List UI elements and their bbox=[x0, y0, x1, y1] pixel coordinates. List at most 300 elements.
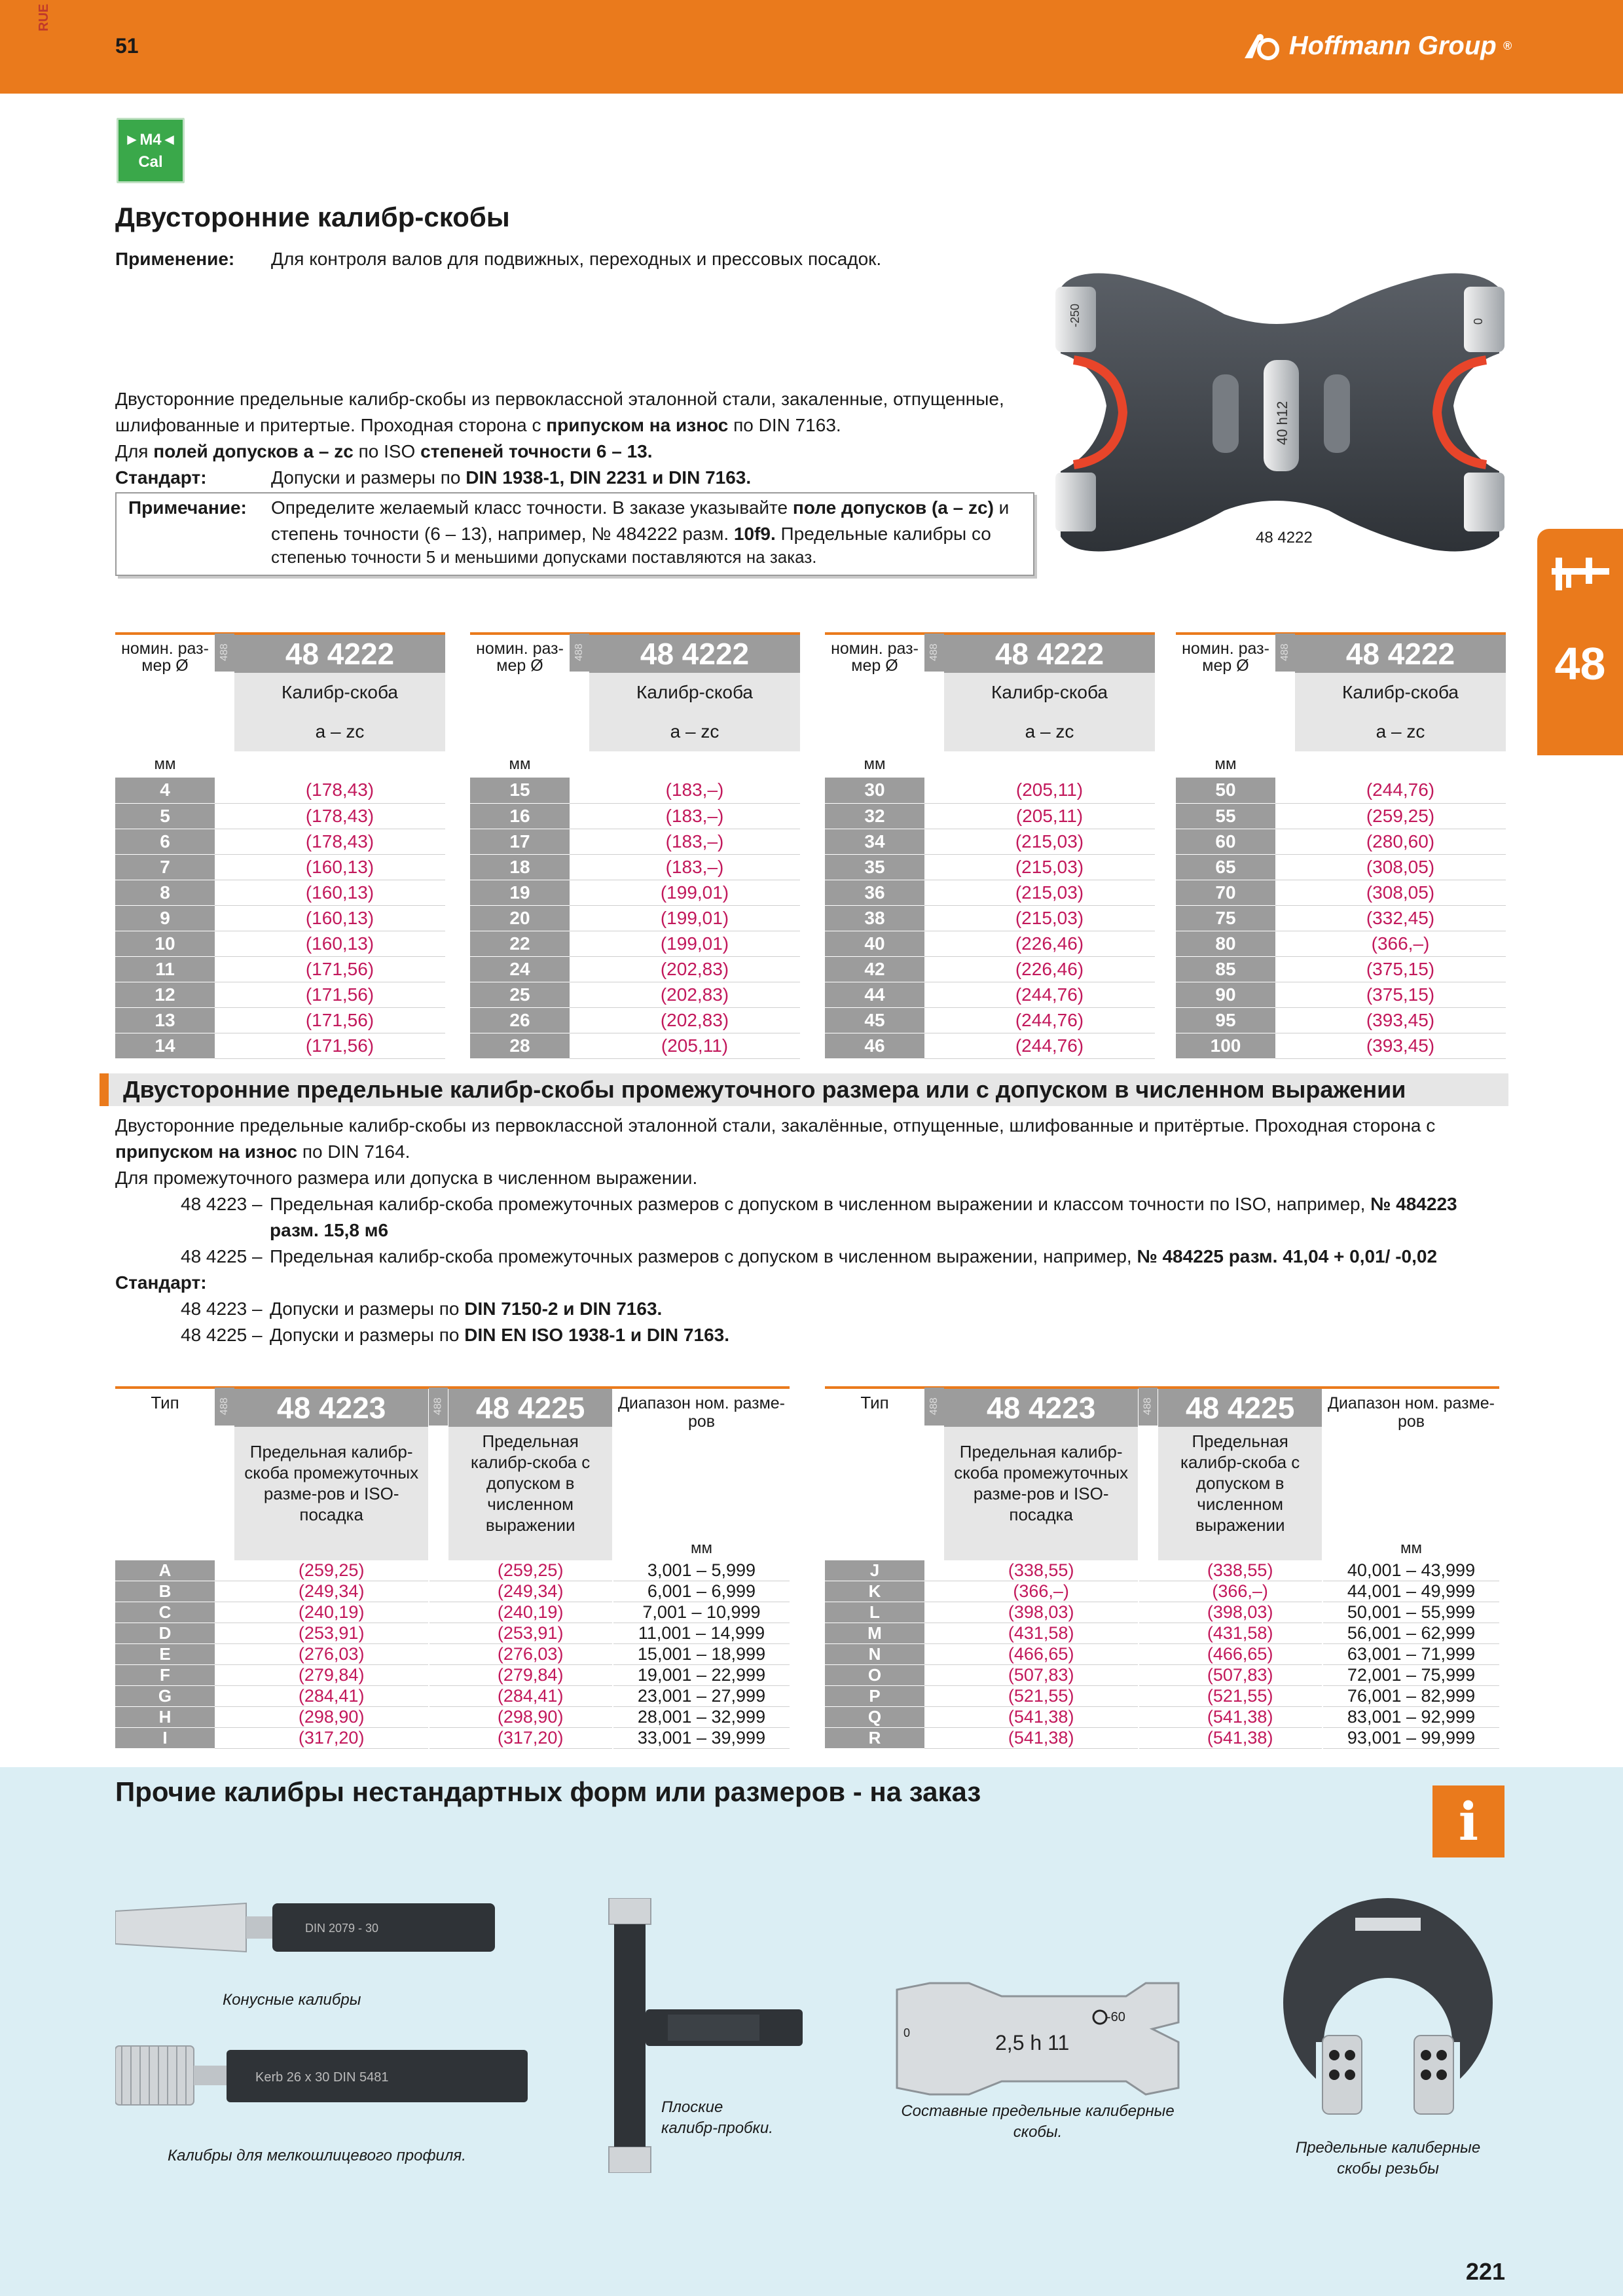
article-code: 48 4222 bbox=[234, 634, 445, 673]
price-1: (431,58) bbox=[944, 1623, 1139, 1644]
table-row bbox=[1176, 905, 1506, 931]
application-line bbox=[115, 246, 882, 272]
price-2: (338,55) bbox=[1158, 1560, 1322, 1581]
s2-item2-text-a: Предельная калибр-скоба промежуточных размеров с допуском в численном выражении, например, bbox=[270, 1246, 1137, 1266]
nominal-size: 35 bbox=[825, 854, 924, 880]
desc-line2 bbox=[115, 412, 1045, 439]
table-row bbox=[115, 803, 445, 829]
nominal-size: 28 bbox=[470, 1033, 570, 1058]
s2-std2 bbox=[115, 1322, 1516, 1348]
table-row bbox=[825, 1644, 1499, 1665]
caption-composite-line1: Составные предельные калиберные bbox=[901, 2102, 1175, 2120]
desc-line3-d: степеней точности 6 – 13. bbox=[420, 441, 653, 461]
application-text: Для контроля валов для подвижных, переходных и прессовых посадок. bbox=[271, 249, 882, 269]
table-row bbox=[115, 1707, 790, 1728]
nominal-size: 100 bbox=[1176, 1033, 1275, 1058]
s2-desc-line1: Двусторонние предельные калибр-скобы из первоклассной эталонной стали, закалённые, отпущенные, шлифованные и притёртые. Проходная сторона с bbox=[115, 1115, 1436, 1136]
table-row bbox=[825, 880, 1155, 905]
article-code-1: 48 4223 bbox=[234, 1388, 429, 1427]
composite-zero: 0 bbox=[903, 2026, 911, 2039]
table-row bbox=[825, 1581, 1499, 1602]
thread-snap-gauge-image bbox=[1277, 1892, 1499, 2127]
price: (202,83) bbox=[589, 956, 800, 982]
size-range: 40,001 – 43,999 bbox=[1322, 1560, 1499, 1581]
table-row bbox=[115, 1033, 445, 1058]
table-row bbox=[1176, 829, 1506, 854]
price-1: (240,19) bbox=[234, 1602, 429, 1623]
nom-size-header: номин. раз-мер Ø bbox=[470, 634, 570, 751]
type-letter: E bbox=[115, 1644, 215, 1665]
table-row bbox=[470, 854, 800, 880]
table-row bbox=[825, 931, 1155, 956]
standard-label: Стандарт: bbox=[115, 467, 207, 488]
desc-2: Предельная калибр-скоба с допуском в численном выражении bbox=[448, 1427, 613, 1539]
standard-text-a: Допуски и размеры по bbox=[271, 467, 466, 488]
type-letter: D bbox=[115, 1623, 215, 1644]
chapter-number: 48 bbox=[1554, 638, 1606, 689]
price-2: (521,55) bbox=[1158, 1686, 1322, 1707]
size-range: 56,001 – 62,999 bbox=[1322, 1623, 1499, 1644]
price-1: (259,25) bbox=[234, 1560, 429, 1581]
price-2: (466,65) bbox=[1158, 1644, 1322, 1665]
nominal-size: 75 bbox=[1176, 905, 1275, 931]
page-number: 221 bbox=[1465, 2258, 1505, 2285]
note-line2-b: 10f9. bbox=[733, 524, 776, 544]
price: (171,56) bbox=[234, 1007, 445, 1033]
badge-line2: Cal bbox=[138, 153, 163, 171]
table-row bbox=[1176, 956, 1506, 982]
size-range: 15,001 – 18,999 bbox=[613, 1644, 790, 1665]
table-row bbox=[470, 778, 800, 803]
nom-size-header: номин. раз-мер Ø bbox=[825, 634, 924, 751]
nominal-size: 42 bbox=[825, 956, 924, 982]
s2-desc-line2-a: припуском на износ bbox=[115, 1141, 298, 1162]
table-row bbox=[825, 829, 1155, 854]
desc-1: Предельная калибр-скоба промежуточных разме-ров и ISO-посадка bbox=[234, 1427, 429, 1539]
price: (366,–) bbox=[1295, 931, 1506, 956]
tolerance-range: a – zc bbox=[589, 712, 800, 751]
price: (171,56) bbox=[234, 956, 445, 982]
caption-thread bbox=[1283, 2138, 1493, 2179]
table-row bbox=[825, 803, 1155, 829]
table-row bbox=[470, 905, 800, 931]
price-2: (431,58) bbox=[1158, 1623, 1322, 1644]
price: (393,45) bbox=[1295, 1007, 1506, 1033]
size-range: 44,001 – 49,999 bbox=[1322, 1581, 1499, 1602]
table-row bbox=[825, 778, 1155, 803]
price: (226,46) bbox=[944, 956, 1155, 982]
price: (178,43) bbox=[234, 778, 445, 803]
size-range: 6,001 – 6,999 bbox=[613, 1581, 790, 1602]
type-letter: B bbox=[115, 1581, 215, 1602]
size-range: 63,001 – 71,999 bbox=[1322, 1644, 1499, 1665]
s2-standard-label: Стандарт: bbox=[115, 1272, 207, 1293]
table-row bbox=[1176, 880, 1506, 905]
unit-label: мм bbox=[509, 755, 531, 773]
size-table-1 bbox=[115, 632, 445, 1059]
price: (215,03) bbox=[944, 880, 1155, 905]
price-1: (276,03) bbox=[234, 1644, 429, 1665]
table-row bbox=[115, 1560, 790, 1581]
price: (178,43) bbox=[234, 829, 445, 854]
code-prefix: 488 bbox=[215, 634, 234, 673]
note-line1-a: Определите желаемый класс точности. В заказе указывайте bbox=[271, 497, 793, 518]
product-name: Калибр-скоба bbox=[944, 673, 1155, 712]
section2-title: Двусторонние предельные калибр-скобы промежуточного размера или с допуском в численном выражении bbox=[123, 1076, 1406, 1103]
nominal-size: 70 bbox=[1176, 880, 1275, 905]
s2-std2-code: 48 4225 – bbox=[181, 1325, 263, 1345]
table-row bbox=[470, 1033, 800, 1058]
note-line2-c: Предельные калибры со bbox=[775, 524, 991, 544]
code-prefix: 488 bbox=[215, 1388, 234, 1427]
desc-1: Предельная калибр-скоба промежуточных разме-ров и ISO-посадка bbox=[944, 1427, 1139, 1539]
nominal-size: 9 bbox=[115, 905, 215, 931]
s2-item1-text-b: № 484223 bbox=[1370, 1194, 1457, 1214]
photo-mark-left: -250 bbox=[1068, 303, 1082, 327]
article-code: 48 4222 bbox=[589, 634, 800, 673]
section-title: Двусторонние калибр-скобы bbox=[115, 202, 510, 232]
brand-registered-mark: ® bbox=[1503, 39, 1512, 52]
s2-item2-code: 48 4225 – bbox=[181, 1246, 263, 1266]
price: (280,60) bbox=[1295, 829, 1506, 854]
standard-line bbox=[115, 465, 1045, 491]
price-2: (541,38) bbox=[1158, 1707, 1322, 1728]
price-1: (279,84) bbox=[234, 1665, 429, 1686]
table-row bbox=[825, 1007, 1155, 1033]
price-2: (276,03) bbox=[448, 1644, 613, 1665]
double-snap-gauge-image bbox=[1048, 262, 1506, 563]
desc-line3-a: Для bbox=[115, 441, 154, 461]
table-row bbox=[115, 829, 445, 854]
price: (183,–) bbox=[589, 778, 800, 803]
code-prefix: 488 bbox=[429, 1388, 448, 1427]
nominal-size: 34 bbox=[825, 829, 924, 854]
article-code: 48 4222 bbox=[944, 634, 1155, 673]
size-range: 72,001 – 75,999 bbox=[1322, 1665, 1499, 1686]
composite-minus: -60 bbox=[1106, 2010, 1125, 2024]
table-row bbox=[470, 982, 800, 1007]
range-header: Диапазон ном. разме-ров bbox=[618, 1394, 785, 1431]
standard-text bbox=[271, 465, 751, 491]
article-code: 48 4222 bbox=[1295, 634, 1506, 673]
size-table-2 bbox=[470, 632, 800, 1059]
cone-gauge-image bbox=[115, 1898, 501, 1957]
desc-line2-b: припуском на износ bbox=[546, 415, 729, 435]
price: (215,03) bbox=[944, 854, 1155, 880]
chapter-tab bbox=[1537, 529, 1623, 755]
photo-mark-center: 40 h12 bbox=[1274, 401, 1290, 445]
composite-snap-gauge-image bbox=[890, 1977, 1185, 2101]
nominal-size: 55 bbox=[1176, 803, 1275, 829]
nominal-size: 85 bbox=[1176, 956, 1275, 982]
price-1: (253,91) bbox=[234, 1623, 429, 1644]
table-row bbox=[115, 1623, 790, 1644]
table-row bbox=[115, 1602, 790, 1623]
spline-gauge-image bbox=[115, 2039, 534, 2111]
nominal-size: 95 bbox=[1176, 1007, 1275, 1033]
catalog-page-number: 51 bbox=[115, 34, 139, 58]
price: (199,01) bbox=[589, 931, 800, 956]
price-2: (259,25) bbox=[448, 1560, 613, 1581]
note-line2-a: степень точности (6 – 13), например, № 484222 разм. bbox=[271, 524, 734, 544]
size-table-3 bbox=[825, 632, 1155, 1059]
spline-gauge-mark: Kerb 26 x 30 DIN 5481 bbox=[255, 2070, 389, 2085]
s2-desc-line2-b: по DIN 7164. bbox=[297, 1141, 410, 1162]
s2-item1-code: 48 4223 – bbox=[181, 1194, 263, 1214]
nominal-size: 8 bbox=[115, 880, 215, 905]
price: (205,11) bbox=[944, 778, 1155, 803]
price: (259,25) bbox=[1295, 803, 1506, 829]
price-2: (240,19) bbox=[448, 1602, 613, 1623]
caption-cone: Конусные калибры bbox=[223, 1991, 361, 2009]
price: (202,83) bbox=[589, 982, 800, 1007]
price: (244,76) bbox=[1295, 778, 1506, 803]
type-header: Тип bbox=[860, 1393, 889, 1412]
table-row bbox=[825, 1623, 1499, 1644]
price: (183,–) bbox=[589, 829, 800, 854]
price: (244,76) bbox=[944, 1033, 1155, 1058]
table-row bbox=[825, 1728, 1499, 1749]
info-title: Прочие калибры нестандартных форм или размеров - на заказ bbox=[115, 1776, 981, 1807]
table-row bbox=[115, 1665, 790, 1686]
note-line2 bbox=[128, 521, 1032, 547]
price: (205,11) bbox=[944, 803, 1155, 829]
s2-std1-text-a: Допуски и размеры по bbox=[270, 1299, 465, 1319]
tolerance-range: a – zc bbox=[234, 712, 445, 751]
unit-label: мм bbox=[1214, 755, 1237, 773]
price: (332,45) bbox=[1295, 905, 1506, 931]
nom-size-header: номин. раз-мер Ø bbox=[1176, 634, 1275, 751]
table-row bbox=[470, 880, 800, 905]
s2-item2-text-b: № 484225 разм. 41,04 + 0,01/ -0,02 bbox=[1137, 1246, 1438, 1266]
table-row bbox=[825, 1665, 1499, 1686]
price-2: (253,91) bbox=[448, 1623, 613, 1644]
caption-thread-line1: Предельные калиберные bbox=[1295, 2139, 1481, 2157]
type-letter: K bbox=[825, 1581, 924, 1602]
table-row bbox=[115, 1581, 790, 1602]
size-range: 93,001 – 99,999 bbox=[1322, 1728, 1499, 1749]
table-row bbox=[825, 956, 1155, 982]
table-row bbox=[1176, 931, 1506, 956]
unit-label: мм bbox=[154, 755, 176, 773]
type-letter: R bbox=[825, 1728, 924, 1749]
nominal-size: 14 bbox=[115, 1033, 215, 1058]
nominal-size: 30 bbox=[825, 778, 924, 803]
size-range: 11,001 – 14,999 bbox=[613, 1623, 790, 1644]
type-table-1 bbox=[115, 1386, 790, 1749]
price: (183,–) bbox=[589, 803, 800, 829]
price-2: (317,20) bbox=[448, 1728, 613, 1749]
product-name: Калибр-скоба bbox=[589, 673, 800, 712]
table-row bbox=[825, 1686, 1499, 1707]
nominal-size: 45 bbox=[825, 1007, 924, 1033]
nominal-size: 17 bbox=[470, 829, 570, 854]
section2-accent bbox=[100, 1073, 109, 1106]
caption-composite-line2: скобы. bbox=[1013, 2123, 1063, 2141]
nominal-size: 40 bbox=[825, 931, 924, 956]
nominal-size: 36 bbox=[825, 880, 924, 905]
table-row bbox=[825, 854, 1155, 880]
unit-label: мм bbox=[864, 755, 886, 773]
nominal-size: 20 bbox=[470, 905, 570, 931]
note-line1 bbox=[128, 495, 1032, 521]
nominal-size: 5 bbox=[115, 803, 215, 829]
note-line3: степенью точности 5 и меньшими допусками поставляются на заказ. bbox=[271, 547, 817, 567]
range-header: Диапазон ном. разме-ров bbox=[1328, 1394, 1495, 1431]
product-name: Калибр-скоба bbox=[234, 673, 445, 712]
price: (205,11) bbox=[589, 1033, 800, 1058]
desc-2: Предельная калибр-скоба с допуском в численном выражении bbox=[1158, 1427, 1322, 1539]
hoffmann-logo bbox=[1243, 31, 1512, 61]
price-1: (398,03) bbox=[944, 1602, 1139, 1623]
type-table-2 bbox=[825, 1386, 1499, 1749]
type-letter: I bbox=[115, 1728, 215, 1749]
table-row bbox=[1176, 1033, 1506, 1058]
nominal-size: 44 bbox=[825, 982, 924, 1007]
article-code-2: 48 4225 bbox=[1158, 1388, 1322, 1427]
type-letter: J bbox=[825, 1560, 924, 1581]
table-row bbox=[470, 956, 800, 982]
language-code: RUE bbox=[37, 3, 51, 31]
caption-flat-line2: калибр-пробки. bbox=[661, 2119, 773, 2137]
price: (178,43) bbox=[234, 803, 445, 829]
article-code-1: 48 4223 bbox=[944, 1388, 1139, 1427]
photo-mark-right: 0 bbox=[1472, 317, 1485, 325]
nominal-size: 90 bbox=[1176, 982, 1275, 1007]
price: (393,45) bbox=[1295, 1033, 1506, 1058]
s2-item2 bbox=[115, 1244, 1516, 1270]
nominal-size: 38 bbox=[825, 905, 924, 931]
price-1: (541,38) bbox=[944, 1707, 1139, 1728]
table-row bbox=[115, 854, 445, 880]
note-block bbox=[128, 495, 1032, 567]
type-letter: H bbox=[115, 1707, 215, 1728]
code-prefix: 488 bbox=[924, 1388, 944, 1427]
type-letter: P bbox=[825, 1686, 924, 1707]
caption-composite bbox=[890, 2101, 1185, 2143]
nominal-size: 22 bbox=[470, 931, 570, 956]
table-row bbox=[115, 778, 445, 803]
nominal-size: 24 bbox=[470, 956, 570, 982]
nominal-size: 6 bbox=[115, 829, 215, 854]
table-row bbox=[825, 1033, 1155, 1058]
nominal-size: 26 bbox=[470, 1007, 570, 1033]
price-2: (298,90) bbox=[448, 1707, 613, 1728]
size-range: 7,001 – 10,999 bbox=[613, 1602, 790, 1623]
type-letter: L bbox=[825, 1602, 924, 1623]
price: (308,05) bbox=[1295, 880, 1506, 905]
table-row bbox=[115, 1007, 445, 1033]
table-row bbox=[115, 956, 445, 982]
code-prefix: 488 bbox=[570, 634, 589, 673]
table-row bbox=[1176, 982, 1506, 1007]
section2-description bbox=[115, 1113, 1516, 1348]
s2-item1-text-a: Предельная калибр-скоба промежуточных размеров с допуском в численном выражении и классом точности по ISO, например, bbox=[270, 1194, 1371, 1214]
price: (171,56) bbox=[234, 1033, 445, 1058]
price-1: (366,–) bbox=[944, 1581, 1139, 1602]
size-table-4 bbox=[1176, 632, 1506, 1059]
table-row bbox=[825, 1707, 1499, 1728]
caliper-icon bbox=[1549, 552, 1612, 598]
cone-gauge-mark: DIN 2079 - 30 bbox=[305, 1922, 379, 1935]
price-1: (541,38) bbox=[944, 1728, 1139, 1749]
size-range: 3,001 – 5,999 bbox=[613, 1560, 790, 1581]
nominal-size: 13 bbox=[115, 1007, 215, 1033]
s2-std1-code: 48 4223 – bbox=[181, 1299, 263, 1319]
desc-line3 bbox=[115, 439, 1045, 465]
nominal-size: 19 bbox=[470, 880, 570, 905]
table-row bbox=[115, 1644, 790, 1665]
desc-line1: Двусторонние предельные калибр-скобы из первоклассной эталонной стали, закаленные, отпущенные, bbox=[115, 389, 1004, 409]
table-row bbox=[115, 1686, 790, 1707]
nominal-size: 11 bbox=[115, 956, 215, 982]
info-icon: i bbox=[1432, 1785, 1504, 1857]
s2-item1-text-c: разм. 15,8 м6 bbox=[270, 1220, 389, 1240]
price: (183,–) bbox=[589, 854, 800, 880]
price: (226,46) bbox=[944, 931, 1155, 956]
table-row bbox=[115, 905, 445, 931]
type-letter: G bbox=[115, 1686, 215, 1707]
table-row bbox=[825, 1602, 1499, 1623]
table-row bbox=[1176, 778, 1506, 803]
nominal-size: 4 bbox=[115, 778, 215, 803]
product-name: Калибр-скоба bbox=[1295, 673, 1506, 712]
table-row bbox=[1176, 1007, 1506, 1033]
nominal-size: 15 bbox=[470, 778, 570, 803]
header-bar bbox=[0, 0, 1623, 94]
size-range: 23,001 – 27,999 bbox=[613, 1686, 790, 1707]
code-prefix: 488 bbox=[1139, 1388, 1158, 1427]
article-code-2: 48 4225 bbox=[448, 1388, 613, 1427]
price-1: (249,34) bbox=[234, 1581, 429, 1602]
price: (199,01) bbox=[589, 880, 800, 905]
size-range: 28,001 – 32,999 bbox=[613, 1707, 790, 1728]
code-prefix: 488 bbox=[924, 634, 944, 673]
price: (215,03) bbox=[944, 829, 1155, 854]
table-row bbox=[1176, 803, 1506, 829]
tolerance-range: a – zc bbox=[1295, 712, 1506, 751]
price-1: (317,20) bbox=[234, 1728, 429, 1749]
price-2: (284,41) bbox=[448, 1686, 613, 1707]
type-letter: A bbox=[115, 1560, 215, 1581]
s2-std2-text-a: Допуски и размеры по bbox=[270, 1325, 465, 1345]
nominal-size: 50 bbox=[1176, 778, 1275, 803]
price: (160,13) bbox=[234, 931, 445, 956]
desc-line3-b: полей допусков a – zc bbox=[153, 441, 354, 461]
nominal-size: 80 bbox=[1176, 931, 1275, 956]
brand-name: Hoffmann Group bbox=[1288, 31, 1497, 60]
nominal-size: 12 bbox=[115, 982, 215, 1007]
price-1: (284,41) bbox=[234, 1686, 429, 1707]
size-range: 19,001 – 22,999 bbox=[613, 1665, 790, 1686]
desc-line2-c: по DIN 7163. bbox=[728, 415, 841, 435]
code-prefix: 488 bbox=[1275, 634, 1295, 673]
nominal-size: 65 bbox=[1176, 854, 1275, 880]
caption-flat bbox=[661, 2097, 773, 2139]
nominal-size: 32 bbox=[825, 803, 924, 829]
price-2: (398,03) bbox=[1158, 1602, 1322, 1623]
table-row bbox=[825, 905, 1155, 931]
price-1: (507,83) bbox=[944, 1665, 1139, 1686]
section2-title-bar bbox=[100, 1073, 1508, 1106]
caption-flat-line1: Плоские bbox=[661, 2098, 723, 2116]
nominal-size: 16 bbox=[470, 803, 570, 829]
price-2: (366,–) bbox=[1158, 1581, 1322, 1602]
desc-line2-a: шлифованные и притертые. Проходная сторона с bbox=[115, 415, 547, 435]
type-letter: M bbox=[825, 1623, 924, 1644]
price: (244,76) bbox=[944, 982, 1155, 1007]
type-letter: C bbox=[115, 1602, 215, 1623]
